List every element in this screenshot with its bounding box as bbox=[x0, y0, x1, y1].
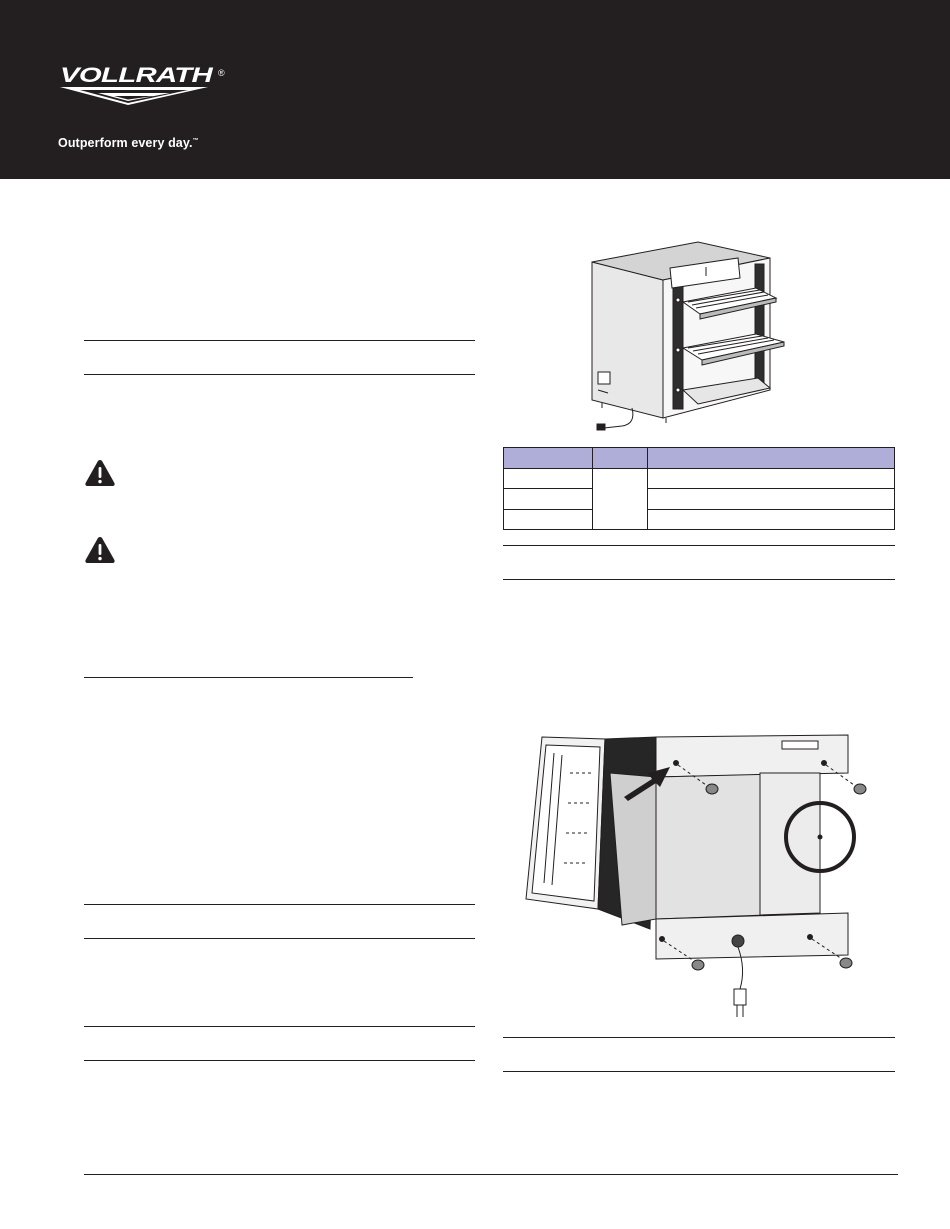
section-rule bbox=[84, 374, 475, 375]
table-row bbox=[504, 489, 895, 509]
logo-wordmark: VOLLRATH bbox=[60, 64, 214, 87]
section-rule bbox=[84, 938, 475, 939]
brand-header bbox=[0, 0, 950, 179]
spec-table-header-row bbox=[504, 448, 895, 469]
table-header-cell bbox=[593, 448, 648, 469]
brand-tagline bbox=[58, 136, 199, 150]
section-rule bbox=[84, 340, 475, 341]
table-cell bbox=[648, 489, 895, 509]
section-rule bbox=[503, 545, 895, 546]
toaster-illustration bbox=[588, 240, 786, 436]
section-rule bbox=[503, 1071, 895, 1072]
section-rule bbox=[84, 677, 413, 678]
section-rule bbox=[503, 579, 895, 580]
table-row bbox=[504, 509, 895, 529]
table-cell bbox=[593, 469, 648, 530]
table-cell bbox=[504, 469, 593, 489]
warning-triangle-icon bbox=[84, 535, 116, 565]
section-rule bbox=[84, 904, 475, 905]
table-header-cell bbox=[648, 448, 895, 469]
table-cell bbox=[648, 509, 895, 529]
section-rule bbox=[503, 1037, 895, 1038]
trademark-mark: ™ bbox=[192, 137, 199, 144]
spec-table bbox=[503, 447, 895, 530]
leg-installation-illustration bbox=[520, 733, 890, 1025]
table-cell bbox=[504, 509, 593, 529]
vollrath-logo bbox=[58, 63, 238, 107]
warning-triangle-icon bbox=[84, 458, 116, 488]
tagline-text: Outperform every day. bbox=[58, 136, 193, 150]
table-cell bbox=[504, 489, 593, 509]
table-header-cell bbox=[504, 448, 593, 469]
section-rule bbox=[84, 1026, 475, 1027]
section-rule bbox=[84, 1060, 475, 1061]
footer-rule bbox=[84, 1174, 898, 1175]
registered-mark: ® bbox=[218, 68, 225, 78]
table-row bbox=[504, 469, 895, 489]
table-cell bbox=[648, 469, 895, 489]
